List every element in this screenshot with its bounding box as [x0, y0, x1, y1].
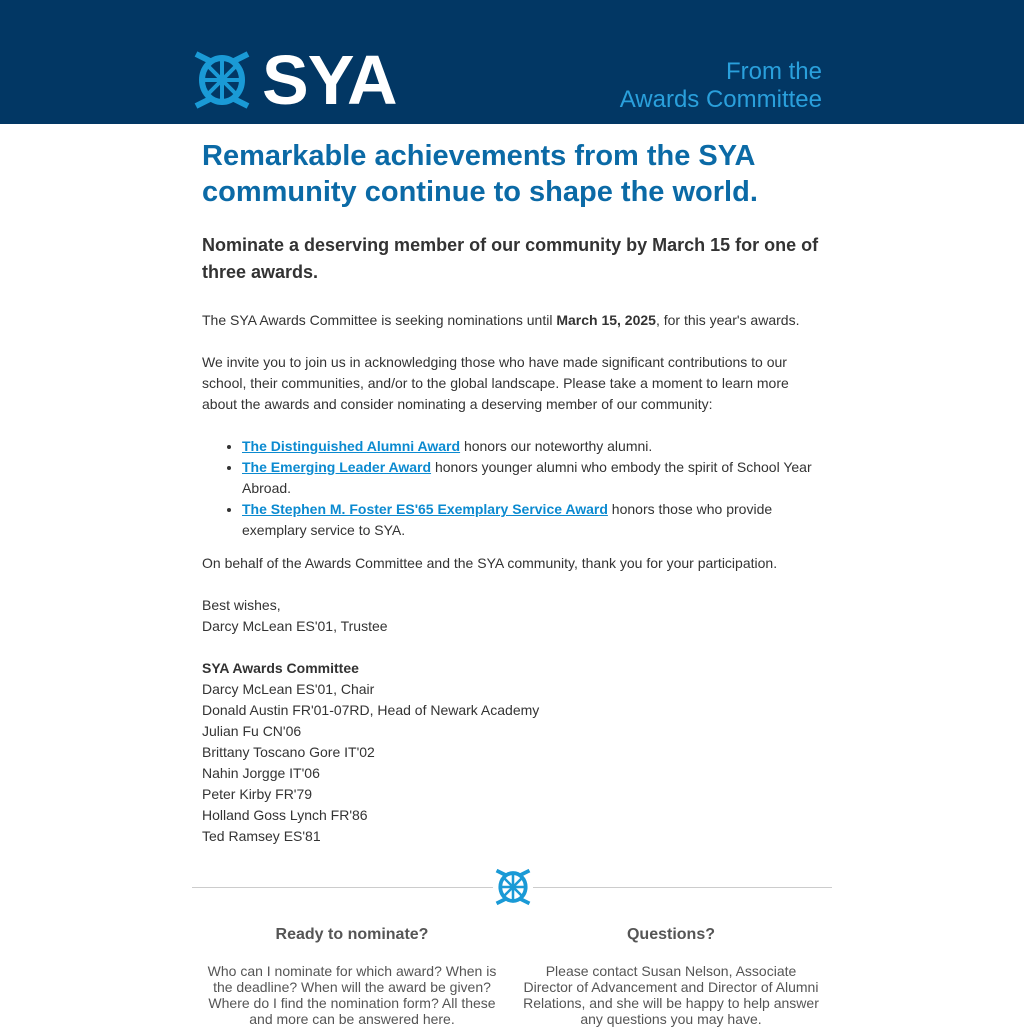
committee-member: Brittany Toscano Gore IT'02 — [202, 744, 375, 760]
invite-paragraph: We invite you to join us in acknowledging those who have made significant contributions to our school, their communities, and/or to the global landscape. Please take a moment to learn more about the awards and consider nominating a deserving member of our community: — [202, 354, 789, 412]
closing: Best wishes, — [202, 597, 281, 613]
header — [0, 0, 1024, 124]
section-text: Who can I nominate for which award? When is the deadline? When will the award be given? Where do I find the nomination form? All these and more can be answered here. — [207, 963, 497, 1027]
sya-logo[interactable] — [192, 41, 397, 119]
thanks-paragraph: On behalf of the Awards Committee and the SYA community, thank you for your participation. — [202, 555, 778, 571]
committee-member: Holland Goss Lynch FR'86 — [202, 807, 368, 823]
subhead: Nominate a deserving member of our community by March 15 for one of three awards. — [202, 235, 819, 282]
section-title: Ready to nominate? — [275, 926, 429, 943]
sya-knot-divider-icon — [493, 868, 533, 911]
header-tagline — [620, 58, 822, 114]
committee-member: Ted Ramsey ES'81 — [202, 828, 321, 844]
section-text: Please contact Susan Nelson, Associate Director of Advancement and Director of Alumni Relations, and she will be happy to help answer any questions you may have. — [523, 963, 819, 1027]
emerging-leader-award-link[interactable]: The Emerging Leader Award — [242, 459, 432, 475]
committee-member: Darcy McLean ES'01, Chair — [202, 681, 375, 697]
signer: Darcy McLean ES'01, Trustee — [202, 618, 388, 634]
committee-title: SYA Awards Committee — [202, 660, 359, 676]
list-item — [242, 499, 824, 541]
committee-member: Peter Kirby FR'79 — [202, 786, 313, 802]
committee-list — [202, 658, 824, 847]
questions-section — [521, 926, 821, 1027]
list-item — [242, 436, 824, 457]
ready-to-nominate-section — [202, 926, 502, 1027]
exemplary-service-award-link[interactable]: The Stephen M. Foster ES'65 Exemplary Service Award — [242, 501, 608, 517]
intro-text: The SYA Awards Committee is seeking nominations until — [202, 312, 557, 328]
tagline-line1: From the — [725, 58, 822, 85]
logo-text: SYA — [262, 41, 397, 119]
signature — [202, 595, 824, 637]
award-description: honors those who provide exemplary service to SYA. — [242, 501, 773, 538]
committee-member: Nahin Jorgge IT'06 — [202, 765, 320, 781]
award-description: honors our noteworthy alumni. — [460, 438, 653, 454]
deadline-date: March 15, 2025 — [556, 312, 656, 328]
committee-member: Julian Fu CN'06 — [202, 723, 302, 739]
tagline-line2: Awards Committee — [619, 86, 822, 113]
intro-text-end: , for this year's awards. — [655, 312, 800, 328]
committee-member: Donald Austin FR'01-07RD, Head of Newark Academy — [202, 702, 540, 718]
award-description: honors younger alumni who embody the spirit of School Year Abroad. — [242, 459, 812, 496]
intro-paragraph — [202, 310, 824, 331]
section-title: Questions? — [626, 926, 715, 943]
awards-list — [202, 436, 824, 541]
headline: Remarkable achievements from the SYA community continue to shape the world. — [202, 140, 758, 208]
sya-knot-icon — [192, 50, 252, 110]
email-body — [202, 138, 824, 868]
distinguished-alumni-award-link[interactable]: The Distinguished Alumni Award — [242, 438, 461, 454]
list-item — [242, 457, 824, 499]
